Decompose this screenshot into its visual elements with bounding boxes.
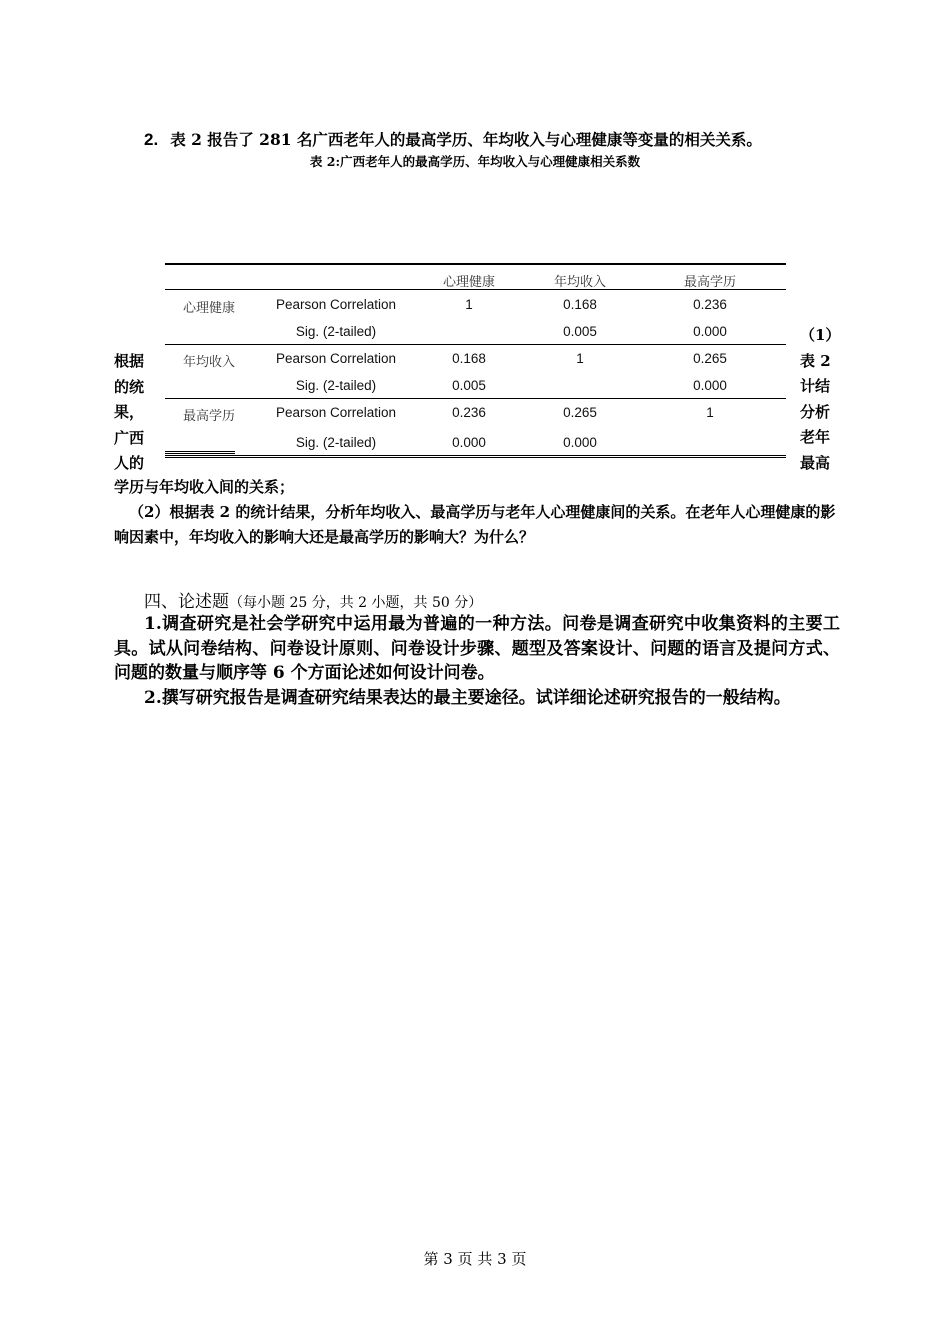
table-cell: 0.000	[693, 324, 727, 339]
table-bottom-rule	[165, 455, 786, 458]
question-text: 表 2 报告了 281 名广西老年人的最高学历、年均收入与心理健康等变量的相关关系。	[170, 130, 762, 149]
row-var-label: 最高学历	[183, 409, 236, 424]
table-cell: 0.168	[563, 297, 597, 312]
table-cell: 0.005	[563, 324, 597, 339]
wrap-line: 人的	[114, 454, 145, 472]
page-footer: 第 3 页 共 3 页	[423, 1250, 527, 1268]
table-top-rule	[165, 263, 786, 265]
sig-label: Sig. (2-tailed)	[295, 435, 377, 450]
row-var-label: 年均收入	[183, 355, 236, 370]
table-cell: 0.236	[693, 297, 727, 312]
wrap-line: 计结	[800, 377, 831, 395]
table-cell: 0.000	[693, 378, 727, 393]
table-cell: 0.000	[452, 435, 486, 450]
table-bottom-rule-left	[165, 451, 235, 454]
wrap-line: 果，	[114, 403, 145, 421]
sig-label: Sig. (2-tailed)	[295, 378, 377, 393]
essay-question-1: 1.调查研究是社会学研究中运用最为普遍的一种方法。问卷是调查研究中收集资料的主要工具。试从问卷结构、问卷设计原则、问卷设计步骤、题型及答案设计、问题的语言及提问方式、问题的数量与顺序等 6 个方面论述如何设计问卷。	[114, 614, 840, 683]
wrap-line: 表 2	[800, 351, 831, 370]
pearson-label: Pearson Correlation	[275, 297, 397, 312]
essay-question-2: 2.撰写研究报告是调查研究结果表达的最主要途径。试详细论述研究报告的一般结构。	[144, 688, 791, 708]
sub-question-1-tail: 学历与年均收入间的关系；	[114, 478, 295, 496]
row-var-label: 心理健康	[183, 301, 236, 316]
table-caption: 表 2:广西老年人的最高学历、年均收入与心理健康相关系数	[309, 154, 641, 169]
pearson-label: Pearson Correlation	[275, 351, 397, 366]
wrapped-text-left	[114, 349, 150, 477]
table-cell: 0.000	[563, 435, 597, 450]
table-cell: 1	[706, 405, 714, 420]
wrapped-text-right	[800, 323, 840, 476]
sig-label: Sig. (2-tailed)	[295, 324, 377, 339]
row-rule	[165, 344, 786, 345]
pearson-label: Pearson Correlation	[275, 405, 397, 420]
wrap-line: 根据	[114, 352, 145, 370]
sub-question-2: （2）根据表 2 的统计结果，分析年均收入、最高学历与老年人心理健康间的关系。在老年人心理健康的影响因素中，年均收入的影响大还是最高学历的影响大？为什么？	[114, 503, 836, 546]
question-2	[144, 128, 762, 150]
wrap-line: 老年	[800, 428, 831, 446]
row-rule	[165, 398, 786, 399]
table-cell: 0.168	[452, 351, 486, 366]
table-cell: 0.265	[563, 405, 597, 420]
header-rule	[165, 289, 786, 290]
section-title: 四、论述题	[144, 592, 229, 612]
table-cell: 0.005	[452, 378, 486, 393]
table-cell: 0.236	[452, 405, 486, 420]
wrap-line: 最高	[800, 453, 831, 472]
wrap-line: 广西	[114, 428, 145, 447]
section-4-heading	[144, 587, 482, 612]
table-cell: 0.265	[693, 351, 727, 366]
table-cell: 1	[576, 351, 584, 366]
header-education: 最高学历	[683, 275, 736, 290]
header-mental-health: 心理健康	[442, 275, 495, 290]
table-cell: 1	[465, 297, 473, 312]
wrap-line: 的统	[114, 377, 145, 396]
wrap-line: （1）	[800, 326, 841, 344]
question-number: 2.	[144, 130, 159, 149]
wrap-line: 分析	[800, 402, 831, 421]
header-income: 年均收入	[553, 275, 606, 290]
section-note: （每小题 25 分，共 2 小题，共 50 分）	[229, 595, 483, 611]
